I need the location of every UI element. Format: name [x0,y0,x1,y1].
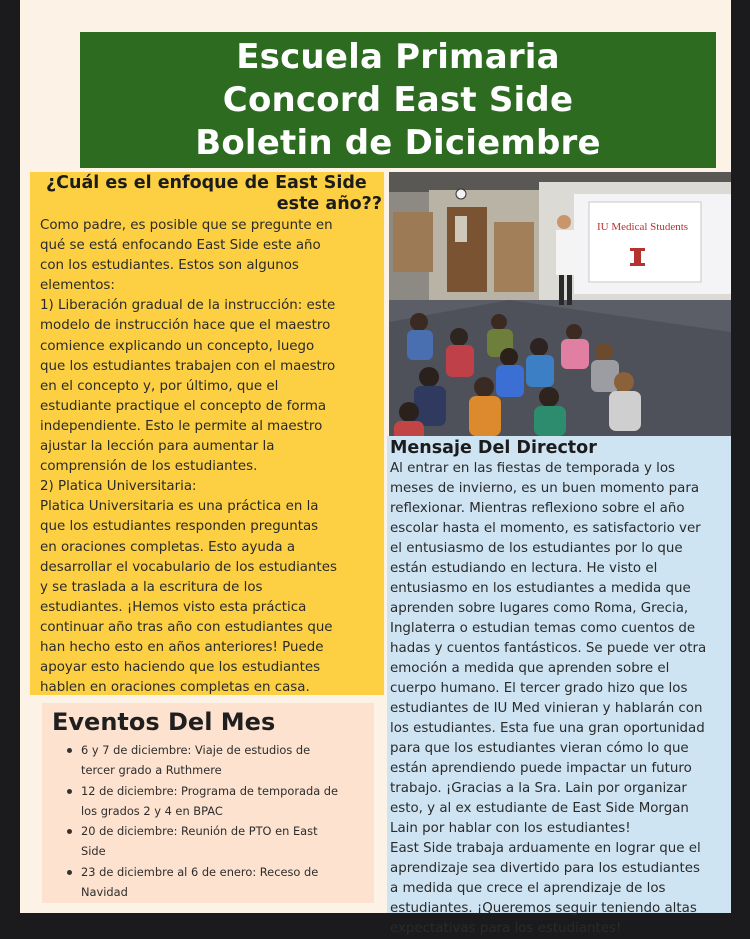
header-newsletter-title: Boletin de Diciembre [195,122,601,163]
event-item: 23 de diciembre al 6 de enero: Receso de Navidad [66,862,343,903]
event-item: 12 de diciembre: Programa de temporada de los grados 2 y 4 en BPAC [66,781,343,822]
classroom-photo-illustration [389,172,731,436]
header-school-name: Concord East Side [222,79,574,120]
events-section [42,703,374,903]
focus-title-line-1: ¿Cuál es el enfoque de East Side [46,173,367,193]
slide-heading: IU Medical Students [597,221,689,233]
event-item: 6 y 7 de diciembre: Viaje de estudios de tercer grado a Ruthmere [66,740,343,781]
newsletter-header [80,32,716,168]
focus-body-text: Como padre, es posible que se pregunte en qué se está enfocando East Side este año con los estudiantes. Estos son algunos elementos: 1) Liberación gradual de la instrucción: este modelo de instrucción hace que el maestro comience explicando un concepto, luego que los estudiantes trabajen con el maestro en el concepto y, por último, que el estudiante practique el concepto de forma independiente. Esto le permite al maestro ajustar la lección para aumentar la comprensión de los estudiantes. 2) Platica Universitaria: Platica Universitaria es una práctica en la que los estudiantes responden preguntas en oraciones completas. Esto ayuda a desarrollar el vocabulario de los estudiantes y se traslada a la escritura de los estudiantes. ¡Hemos visto esta práctica continuar año tras año con estudiantes que han hecho esto en años anteriores! Puede apoyar esto haciendo que los estudiantes hablen en oraciones completas en casa. [40,218,337,696]
focus-section [30,172,384,695]
events-title: Eventos Del Mes [52,708,276,736]
event-item: 20 de diciembre: Reunión de PTO en East Side [66,821,343,862]
classroom-photo [389,172,731,436]
newsletter-page [20,0,731,936]
director-title: Mensaje Del Director [390,438,597,458]
focus-title-line-2: este año?? [276,194,382,214]
director-body-text: Al entrar en las fiestas de temporada y los meses de invierno, es un buen momento para reflexionar. Mientras reflexiono sobre el año escolar hasta el momento, es satisfactorio ver el entusiasmo de los estudiantes por lo que están estudiando en lectura. He visto el entusiasmo en los estudiantes a medida que aprenden sobre lugares como Roma, Grecia, Inglaterra o estudian temas como cuentos de hadas y cuentos fantásticos. Se puede ver otra emoción a medida que aprenden sobre el cuerpo humano. El tercer grado hizo que los estudiantes de IU Med vinieran y hablarán con los estudiantes. Esta fue una gran oportunidad para que los estudiantes vieran cómo lo que están aprendiendo puede impactar un futuro trabajo. ¡Gracias a la Sra. Lain por organizar esto, y al ex estudiante de East Side Morgan Lain por hablar con los estudiantes! East Side trabaja arduamente en lograr que el aprendizaje sea divertido para los estudiantes a medida que crece el aprendizaje de los estudiantes. ¡Queremos seguir teniendo altas expectativas para los estudiantes! [390,461,707,936]
director-message-section [387,436,731,936]
header-school-type: Escuela Primaria [236,36,560,77]
events-list [52,740,374,902]
focus-title [40,173,386,215]
